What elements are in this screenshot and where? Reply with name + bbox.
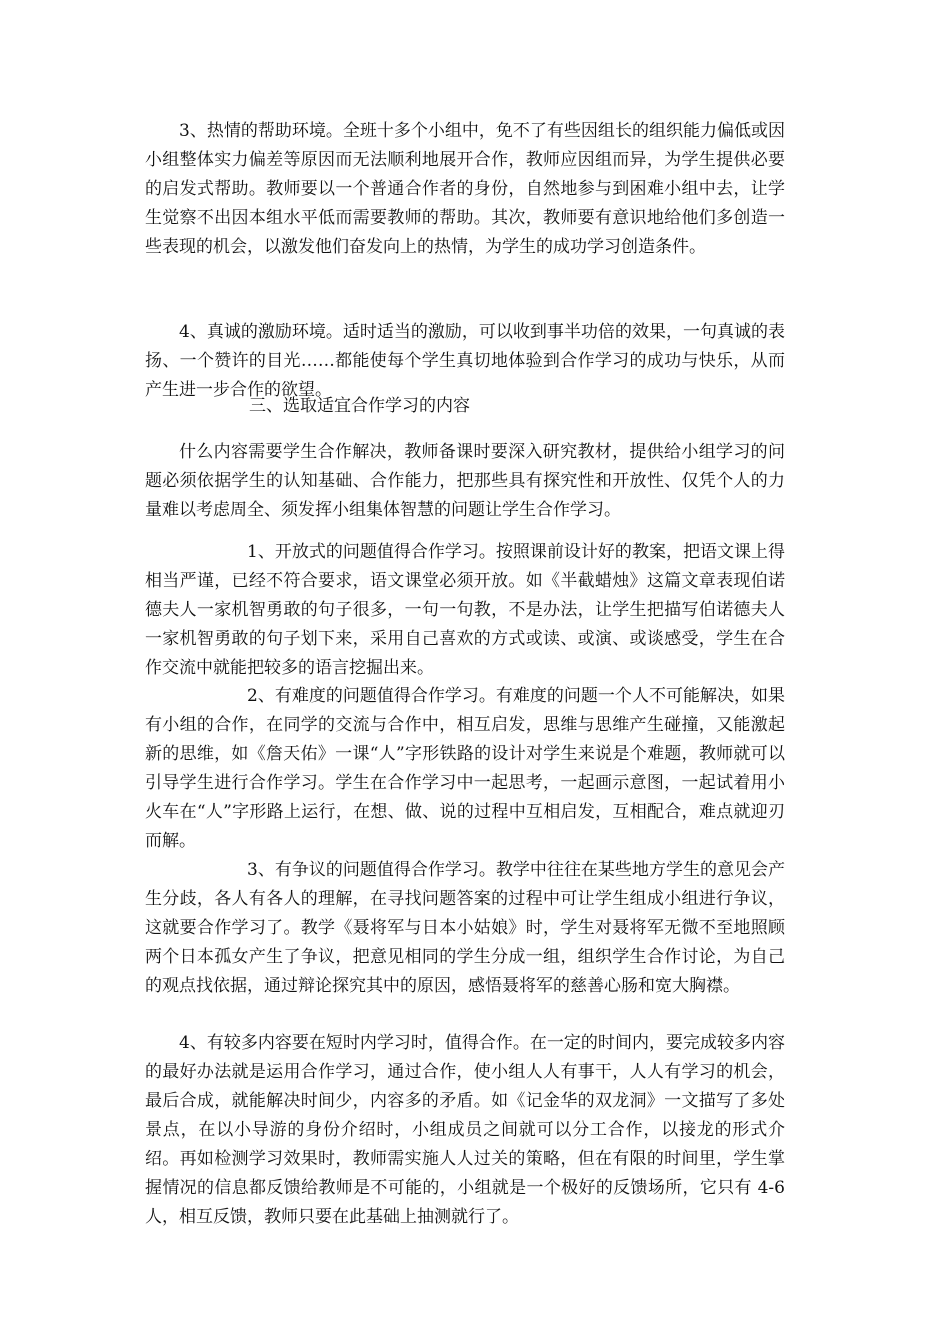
paragraph-warm-help-environment: 3、热情的帮助环境。全班十多个小组中，免不了有些因组长的组织能力偏低或因小组整体实力偏差等原因而无法顺利地展开合作，教师应因组而异，为学生提供必要的启发式帮助。教师要以一个普通合作者的身份，自然地参与到困难小组中去，让学生觉察不出因本组水平低而需要教师的帮助。其次，教师要有意识地给他们多创造一些表现的机会，以激发他们奋发向上的热情，为学生的成功学习创造条件。 — [145, 121, 785, 257]
paragraph-large-content-short-time: 4、有较多内容要在短时内学习时，值得合作。在一定的时间内，要完成较多内容的最好办法就是运用合作学习，通过合作，使小组人人有事干，人人有学习的机会，最后合成，就能解决时间少，内容多的矛盾。如《记金华的双龙洞》一文描写了多处景点，在以小导游的身份介绍时，小组成员之间就可以分工合作，以接龙的形式介绍。再如检测学习效果时，教师需实施人人过关的策略，但在有限的时间里，学生掌握情况的信息都反馈给教师是不可能的，小组就是一个极好的反馈场所，它只有 4-6 人，相互反馈，教师只要在此基础上抽测就行了。 — [145, 1033, 785, 1227]
paragraph-difficult-questions: 2、有难度的问题值得合作学习。有难度的问题一个人不可能解决，如果有小组的合作，在同学的交流与合作中，相互启发，思维与思维产生碰撞，又能激起新的思维，如《詹天佑》一课“人”字形铁路的设计对学生来说是个难题，教师就可以引导学生进行合作学习。学生在合作学习中一起思考，一起画示意图，一起试着用小火车在“人”字形路上运行，在想、做、说的过程中互相启发，互相配合，难点就迎刃而解。 — [145, 686, 785, 851]
paragraph-open-questions: 1、开放式的问题值得合作学习。按照课前设计好的教案，把语文课上得相当严谨，已经不符合要求，语文课堂必须开放。如《半截蜡烛》这篇文章表现伯诺德夫人一家机智勇敢的句子很多，一句一句教，不是办法，让学生把描写伯诺德夫人一家机智勇敢的句子划下来，采用自己喜欢的方式或读、或演、或谈感受，学生在合作交流中就能把较多的语言挖掘出来。 — [145, 542, 785, 678]
paragraph-content-selection-intro: 什么内容需要学生合作解决，教师备课时要深入研究教材，提供给小组学习的问题必须依据学生的认知基础、合作能力，把那些具有探究性和开放性、仅凭个人的力量难以考虑周全、须发挥小组集体智慧的问题让学生合作学习。 — [145, 442, 785, 520]
paragraph-controversial-questions: 3、有争议的问题值得合作学习。教学中往往在某些地方学生的意见会产生分歧，各人有各人的理解，在寻找问题答案的过程中可让学生组成小组进行争议，这就要合作学习了。教学《聂将军与日本小姑娘》时，学生对聂将军无微不至地照顾两个日本孤女产生了争议，把意见相同的学生分成一组，组织学生合作讨论，为自己的观点找依据，通过辩论探究其中的原因，感悟聂将军的慈善心肠和宽大胸襟。 — [145, 860, 785, 996]
paragraph-sincere-encouragement-environment: 4、真诚的激励环境。适时适当的激励，可以收到事半功倍的效果，一句真诚的表扬、一个赞许的目光……都能使每个学生真切地体验到合作学习的成功与快乐，从而产生进一步合作的欲望。 — [145, 322, 785, 400]
section-heading: 三、选取适宜合作学习的内容 — [249, 396, 470, 416]
